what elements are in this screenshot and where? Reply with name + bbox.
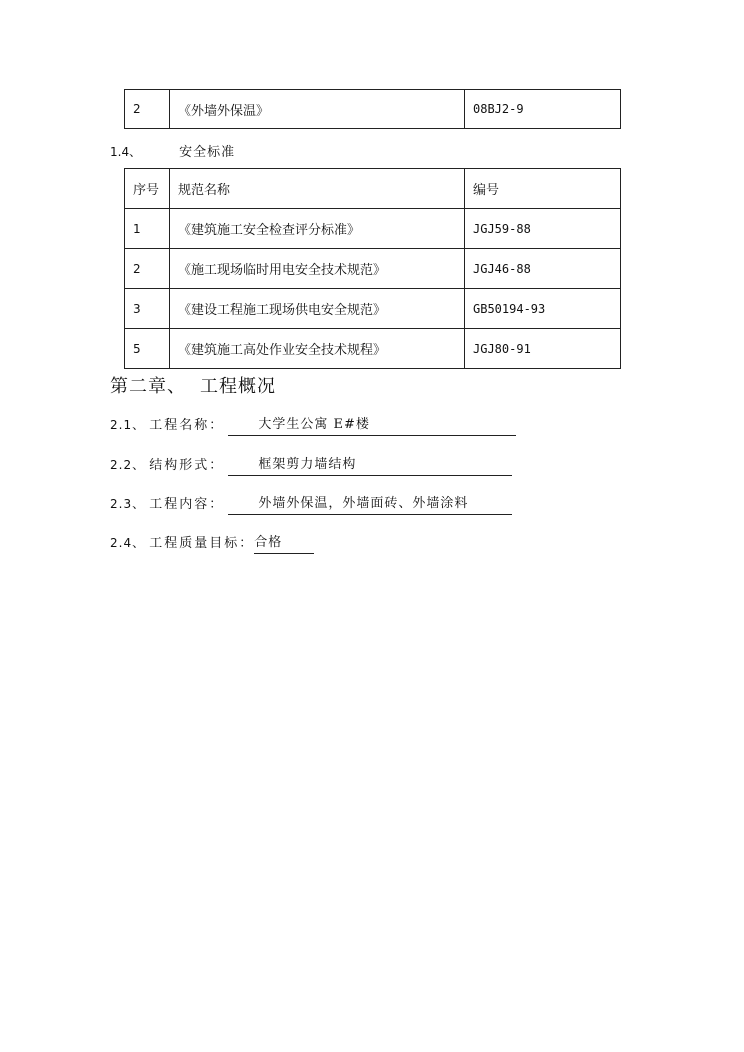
section-title: 安全标准: [179, 145, 236, 160]
item-label: 结构形式：: [149, 458, 225, 473]
header-number: 序号: [125, 169, 170, 209]
table-row: [125, 329, 621, 369]
chapter-number: 第二章、: [110, 376, 186, 397]
item-number: 2.4、: [110, 536, 146, 550]
header-name: 规范名称: [170, 169, 465, 209]
chapter-title: 工程概况: [200, 376, 276, 397]
standard-code: JGJ80-91: [465, 329, 621, 369]
overview-item-project-name: [110, 415, 516, 435]
row-number: 2: [125, 249, 170, 289]
header-code: 编号: [465, 169, 621, 209]
item-value: 外墙外保温，外墙面砖、外墙涂料: [228, 494, 512, 515]
row-number: 3: [125, 289, 170, 329]
standard-name: 《施工现场临时用电安全技术规范》: [170, 249, 465, 289]
standard-name: 《建筑施工高处作业安全技术规程》: [170, 329, 465, 369]
table-row: [125, 249, 621, 289]
standard-name: 《外墙外保温》: [170, 90, 465, 129]
standard-code: JGJ59-88: [465, 209, 621, 249]
top-standards-table: [124, 89, 621, 129]
overview-item-content: [110, 494, 512, 514]
row-number: 1: [125, 209, 170, 249]
safety-standards-table: [124, 168, 621, 369]
overview-item-structure: [110, 455, 512, 475]
item-label: 工程质量目标：: [149, 536, 255, 551]
chapter-heading: [110, 372, 276, 398]
item-value: 大学生公寓 E#楼: [228, 415, 516, 436]
standard-code: JGJ46-88: [465, 249, 621, 289]
item-value: 框架剪力墙结构: [228, 455, 512, 476]
table-row: [125, 289, 621, 329]
standard-name: 《建筑施工安全检查评分标准》: [170, 209, 465, 249]
item-label: 工程内容：: [149, 497, 225, 512]
table-header-row: [125, 169, 621, 209]
row-number: 5: [125, 329, 170, 369]
item-number: 2.3、: [110, 497, 146, 511]
item-number: 2.2、: [110, 458, 146, 472]
item-label: 工程名称：: [149, 418, 225, 433]
row-number: 2: [125, 90, 170, 129]
standard-name: 《建设工程施工现场供电安全规范》: [170, 289, 465, 329]
standard-code: 08BJ2-9: [465, 90, 621, 129]
table-row: [125, 90, 621, 129]
section-heading-1-4: [110, 141, 235, 160]
section-number: 1.4、: [110, 145, 142, 159]
item-value: 合格: [254, 533, 314, 554]
overview-item-quality-goal: [110, 533, 314, 553]
table-row: [125, 209, 621, 249]
item-number: 2.1、: [110, 418, 146, 432]
standard-code: GB50194-93: [465, 289, 621, 329]
